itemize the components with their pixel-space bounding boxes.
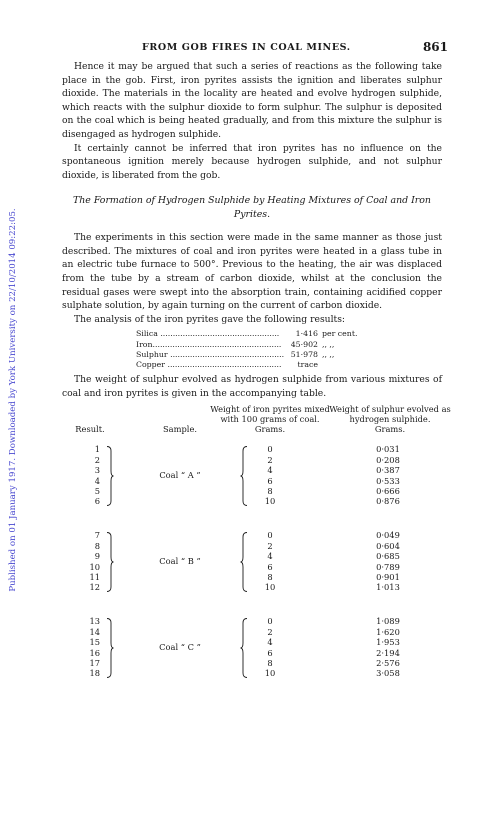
sulphur-column <box>366 616 410 678</box>
result-cell: 16 <box>89 647 100 658</box>
sulphur-cell: 0·901 <box>376 571 400 582</box>
paragraph: The analysis of the iron pyrites gave the following results: <box>74 313 346 325</box>
sample-label: Coal “ A ” <box>159 470 201 481</box>
analysis-value: 1·416 <box>295 329 318 339</box>
iron-cell: 2 <box>267 626 273 637</box>
iron-cell: 4 <box>267 637 273 648</box>
sulphur-cell: 0·387 <box>376 465 400 476</box>
paragraph: It certainly cannot be inferred that iron pyrites has no influence on the spontaneous ignition merely because hydrogen sulphide, and not sulphur dioxide, is liberated from the gob. <box>62 142 442 181</box>
result-cell: 8 <box>94 540 100 551</box>
iron-cell: 0 <box>267 616 273 627</box>
left-brace <box>240 532 248 594</box>
result-cell: 5 <box>94 485 100 496</box>
result-column <box>80 530 100 592</box>
column-header-sulphur-label: Weight of sulphur evolved as hydrogen sulphide. <box>329 404 451 425</box>
result-cell: 15 <box>89 637 100 648</box>
sulphur-cell: 0·789 <box>376 561 400 572</box>
column-header-iron-unit: Grams. <box>254 424 286 435</box>
analysis-unit: ,, ,, <box>322 339 335 349</box>
column-header-sulphur <box>328 404 452 434</box>
result-cell: 3 <box>94 465 100 476</box>
sulphur-cell: 2·194 <box>376 647 400 658</box>
result-cell: 11 <box>89 571 100 582</box>
iron-cell: 6 <box>267 475 273 486</box>
result-cell: 6 <box>94 496 100 507</box>
table-group <box>62 616 442 696</box>
iron-cell: 10 <box>264 668 276 679</box>
table-group <box>62 530 442 610</box>
sample-label: Coal “ C ” <box>159 642 201 653</box>
iron-column <box>258 616 282 678</box>
sulphur-cell: 0·876 <box>376 496 400 507</box>
sulphur-cell: 0·604 <box>376 540 400 551</box>
result-cell: 13 <box>89 616 100 627</box>
iron-column <box>258 444 282 506</box>
page-header <box>62 40 448 60</box>
iron-cell: 6 <box>267 561 273 572</box>
iron-cell: 8 <box>267 571 273 582</box>
column-header-sulphur-unit: Grams. <box>374 424 406 435</box>
analysis-value: trace <box>297 359 318 369</box>
table-group <box>62 444 442 524</box>
result-cell: 9 <box>94 551 100 562</box>
journal-page <box>62 40 451 702</box>
iron-cell: 4 <box>267 551 273 562</box>
result-cell: 18 <box>89 668 100 679</box>
analysis-row <box>136 360 442 370</box>
right-brace <box>106 618 114 680</box>
column-header-iron <box>210 404 330 434</box>
column-header-iron-label: Weight of iron pyrites mixed with 100 grams of coal. <box>210 404 330 425</box>
download-watermark <box>6 140 20 660</box>
iron-cell: 4 <box>267 465 273 476</box>
table-body <box>62 444 442 696</box>
iron-cell: 8 <box>267 657 273 668</box>
sulphur-cell: 0·666 <box>376 485 400 496</box>
result-cell: 1 <box>94 444 100 455</box>
iron-cell: 0 <box>267 444 273 455</box>
sulphur-cell: 0·031 <box>376 444 400 455</box>
left-brace <box>240 446 248 508</box>
result-column <box>80 616 100 678</box>
analysis-value: 51·978 <box>290 349 318 359</box>
iron-cell: 2 <box>267 540 273 551</box>
iron-cell: 0 <box>267 530 273 541</box>
analysis-list <box>136 329 442 370</box>
result-cell: 4 <box>94 475 100 486</box>
analysis-label: Copper .............................................. <box>136 359 282 369</box>
result-cell: 2 <box>94 454 100 465</box>
section-heading: The Formation of Hydrogen Sulphide by Heating Mixtures of Coal and Iron Pyrites. <box>73 195 431 220</box>
right-brace <box>106 446 114 508</box>
analysis-label: Sulphur .............................................. <box>136 349 284 359</box>
paragraph: Hence it may be argued that such a series of reactions as the following take place in the gob. First, iron pyrites assists the ignition and liberates sulphur dioxide. The materials in the locality are heated and evolve hydrogen sulphide, which reacts with the sulphur dioxide to form sulphur. The sulphur is deposited on the coal which is being heated gradually, and from this mixture the sulphur is disengaged as hydrogen sulphide. <box>62 61 442 140</box>
sample-label: Coal “ B ” <box>159 556 201 567</box>
paragraph: The weight of sulphur evolved as hydrogen sulphide from various mixtures of coal and iron pyrites is given in the accompanying table. <box>62 374 442 399</box>
right-brace <box>106 532 114 594</box>
analysis-label: Silica ................................................ <box>136 329 280 339</box>
result-cell: 12 <box>89 582 100 593</box>
sulphur-cell: 0·685 <box>376 551 400 562</box>
result-cell: 17 <box>89 657 100 668</box>
result-cell: 14 <box>89 626 100 637</box>
analysis-unit <box>318 360 322 370</box>
result-cell: 7 <box>94 530 100 541</box>
result-column <box>80 444 100 506</box>
iron-cell: 6 <box>267 647 273 658</box>
sulphur-cell: 1·620 <box>376 626 400 637</box>
paragraph: The experiments in this section were made in the same manner as those just described. The mixtures of coal and iron pyrites were heated in a glass tube in an electric tube furnace to 500°. Previous to the heating, the air was displaced from the tube by a stream of carbon dioxide, whilst at the conclusion the residual gases were swept into the absorption train, containing acidified copper sulphate solution, by again turning on the current of carbon dioxide. <box>62 232 442 312</box>
left-brace <box>240 618 248 680</box>
sulphur-cell: 0·533 <box>376 475 400 486</box>
sulphur-cell: 0·049 <box>376 530 400 541</box>
sulphur-cell: 2·576 <box>376 657 400 668</box>
sulphur-cell: 1·013 <box>376 582 400 593</box>
running-title: FROM GOB FIRES IN COAL MINES. <box>142 42 351 53</box>
iron-cell: 8 <box>267 485 273 496</box>
sulphur-column <box>366 444 410 506</box>
analysis-row <box>136 340 442 350</box>
column-header-sample: Sample. <box>162 424 197 435</box>
result-cell: 10 <box>89 561 100 572</box>
table-header <box>62 404 451 444</box>
sulphur-cell: 1·089 <box>376 616 400 627</box>
download-notice: Published on 01 January 1917. Downloaded by York University on 22/10/2014 09:22:05. <box>8 208 18 592</box>
iron-column <box>258 530 282 592</box>
analysis-unit: per cent. <box>322 329 358 339</box>
analysis-unit: ,, ,, <box>322 349 335 359</box>
iron-cell: 10 <box>264 582 276 593</box>
analysis-label: Iron.................................................... <box>136 339 282 349</box>
column-header-result: Result. <box>75 424 105 435</box>
analysis-row <box>136 329 442 339</box>
sulphur-cell: 1·953 <box>376 637 400 648</box>
sulphur-column <box>366 530 410 592</box>
iron-cell: 10 <box>264 496 276 507</box>
iron-cell: 2 <box>267 454 273 465</box>
analysis-row <box>136 350 442 360</box>
page-number: 861 <box>422 40 448 54</box>
sulphur-cell: 3·058 <box>376 668 400 679</box>
analysis-value: 45·902 <box>290 339 318 349</box>
sulphur-cell: 0·208 <box>376 454 400 465</box>
